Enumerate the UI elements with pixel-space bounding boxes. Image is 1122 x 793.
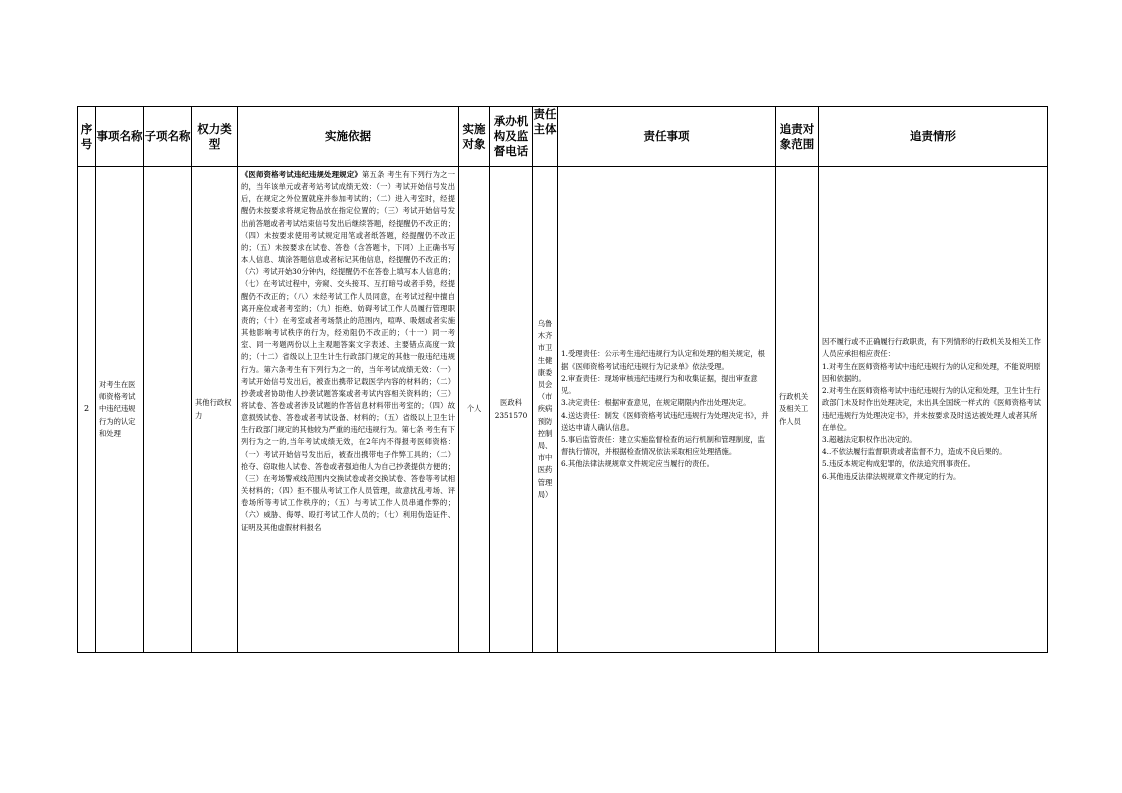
power-responsibility-table xyxy=(77,106,1048,653)
header-responsibilities: 责任事项 xyxy=(558,107,776,167)
accountability-case: 5.违反本规定构成犯罪的，依法追究刑事责任。 xyxy=(822,459,975,469)
cell-basis xyxy=(238,167,459,653)
header-power-type: 权力类型 xyxy=(192,107,238,167)
header-agency: 承办机构及监督电话 xyxy=(490,107,533,167)
accountability-case: 2.对考生在医师资格考试中违纪违规行为的认定和处理，卫生计生行政部门未及时作出处理决定，未出具全国统一样式的《医师资格考试违纪违规行为处理决定书》，并未按要求及时送达被处理人或者其所在单位。 xyxy=(822,386,1041,432)
header-subject: 责任主体 xyxy=(533,107,558,167)
responsibility-item: 5.事后监管责任：建立实施监督检查的运行机制和管理制度，监督执行情况，并根据检查情况依法采取相应处理措施。 xyxy=(561,434,765,457)
accountability-case: 6.其他违反法律法规规章文件规定的行为。 xyxy=(822,471,961,481)
accountability-case: 4..不依法履行监督职责或者监督不力，造成不良后果的。 xyxy=(822,447,1007,457)
header-accountability-scope: 追责对象范围 xyxy=(776,107,819,167)
header-item-name: 事项名称 xyxy=(96,107,144,167)
accountability-case: 因不履行或不正确履行行政职责，有下列情形的行政机关及相关工作人员应承担相应责任： xyxy=(822,337,1041,359)
cell-subject: 乌鲁木齐市卫生健康委员会（市疾病预防控制局、市中医药管理局） xyxy=(533,167,558,653)
table-row xyxy=(78,167,1048,653)
header-row xyxy=(78,107,1048,167)
cell-agency xyxy=(490,167,533,653)
accountability-case: 3.超越法定职权作出决定的。 xyxy=(822,434,917,444)
header-target: 实施对象 xyxy=(459,107,490,167)
basis-title: 《医师资格考试违纪违规处理规定》 xyxy=(241,170,362,179)
responsibility-item: 1.受理责任：公示考生违纪违规行为认定和处理的相关规定，根据《医师资格考试违纪违规行为记录单》依法受理。 xyxy=(561,349,765,371)
responsibility-item: 2.审查责任：现场审核违纪违规行为和收集证据，提出审查意见。 xyxy=(561,373,758,396)
header-sub-item-name: 子项名称 xyxy=(144,107,192,167)
accountability-case: 1.对考生在医师资格考试中违纪违规行为的认定和处理，不能说明原因和依据的。 xyxy=(822,361,1041,383)
cell-seq: 2 xyxy=(78,167,96,653)
cell-responsibilities xyxy=(558,167,776,653)
responsibility-item: 6.其他法律法规规章文件规定应当履行的责任。 xyxy=(561,459,714,469)
cell-item-name: 对考生在医师资格考试中违纪违规行为的认定和处理 xyxy=(96,167,144,653)
cell-sub-item-name xyxy=(144,167,192,653)
basis-body: 第五条 考生有下列行为之一的，当年该单元或者考站考试成绩无效：（一）考试开始信号发出后，在规定之外位置就座并参加考试的；（二）进入考室时，经提醒仍未按要求将规定物品放在指定位置的；（三）考试开始信号发出前答题或者考试结束信号发出后继续答题，经提醒仍不改正的；（四）未按要求使用考试规定用笔或者纸答题，经提醒仍不改正的；（五）未按要求在试卷、答卷（含答题卡，下同）上正确书写本人信息、填涂答题信息或者标记其他信息，经提醒仍不改正的；（六）考试开始30分钟内，经提醒仍不在答卷上填写本人信息的；（七）在考试过程中，旁窥、交头接耳、互打暗号或者手势，经提醒仍不改正的；（八）未经考试工作人员同意，在考试过程中擅自离开座位或者考室的；（九）拒绝、妨碍考试工作人员履行管理职责的；（十）在考室或者考场禁止的范围内，喧哗、吸烟或者实施其他影响考试秩序的行为，经劝阻仍不改正的；（十一）同一考室、同一考题两份以上主观题答案文字表述、主要错点高度一致的；（十二）省级以上卫生计生行政部门规定的其他一般违纪违规行为。第六条考生有下列行为之一的，当年考试成绩无效：（一）考试开始信号发出后，被查出携带记载医学内容的材料的；（二）抄袭或者协助他人抄袭试题答案或者考试内容相关资料的；（三）将试卷、答卷或者涉及试题的作答信息材料带出考室的；（四）故意损毁试卷、答卷或者考试设备、材料的；（五）省级以上卫生计生行政部门规定的其他较为严重的违纪违规行为。第七条 考生有下列行为之一的,当年考试成绩无效，在2年内不得报考医师资格：（一）考试开始信号发出后，被查出携带电子作弊工具的；（二）抢夺、窃取他人试卷、答卷或者强迫他人为自己抄袭提供方便的；（三）在考场警戒线范围内交换试卷或者交换试卷、答卷等考试相关材料的；（四）拒不服从考试工作人员管理，故意扰乱考场、评卷场所等考试工作秩序的；（五）与考试工作人员串通作弊的；（六）威胁、侮辱、殴打考试工作人员的；（七）利用伪造证件、证明及其他虚假材料报名 xyxy=(241,170,455,532)
header-seq: 序号 xyxy=(78,107,96,167)
header-accountability-cases: 追责情形 xyxy=(819,107,1048,167)
header-basis: 实施依据 xyxy=(238,107,459,167)
agency-dept: 医政科 xyxy=(500,398,522,408)
responsibility-item: 4.送达责任：制发《医师资格考试违纪违规行为处理决定书》，并送达申请人确认信息。 xyxy=(561,410,769,432)
cell-accountability-scope: 行政机关及相关工作人员 xyxy=(776,167,819,653)
cell-accountability-cases xyxy=(819,167,1048,653)
cell-target: 个人 xyxy=(459,167,490,653)
responsibility-item: 3.决定责任：根据审查意见，在规定期限内作出处理决定。 xyxy=(561,398,751,408)
basis-text-block xyxy=(241,169,455,649)
agency-phone: 2351570 xyxy=(494,410,528,420)
cell-power-type: 其他行政权力 xyxy=(192,167,238,653)
